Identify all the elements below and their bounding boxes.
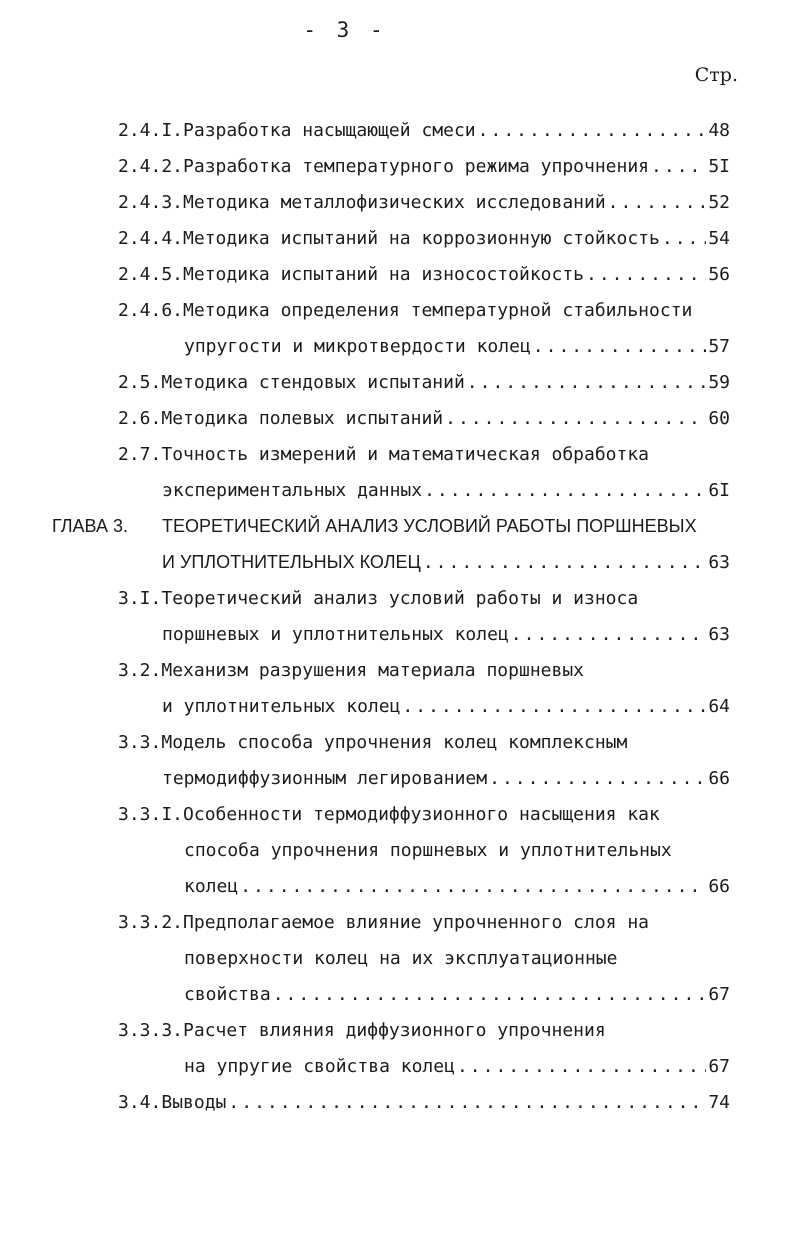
dot-leader: [489, 768, 706, 789]
toc-entry-page: 56: [708, 263, 730, 285]
toc-entry-page: 59: [708, 371, 730, 393]
toc-entry: [118, 652, 730, 688]
toc-entry-number: 2.4.2.: [118, 155, 184, 177]
toc-chapter-number: ГЛАВА 3.: [52, 515, 128, 536]
toc-entry-title: Методика металлофизических исследований: [183, 191, 606, 213]
toc-entry-continuation: [162, 616, 730, 652]
toc-entry-page: 5I: [708, 155, 730, 177]
toc-entry-continuation: [184, 328, 730, 364]
toc-entry-number: 2.4.I.: [118, 119, 184, 141]
toc-entry-page: 67: [708, 983, 730, 1005]
toc-entry-number: 2.4.4.: [118, 227, 184, 249]
toc-entry-page: 67: [708, 1055, 730, 1077]
toc-entry-number: 2.4.5.: [118, 263, 184, 285]
toc-entry-continuation: [184, 976, 730, 1012]
toc-entry-title: Разработка температурного режима упрочнения: [183, 155, 650, 177]
toc-entry-title-line1: Методика определения температурной стабильности: [183, 299, 693, 321]
toc-entry-continuation: [162, 472, 730, 508]
toc-entry-continuation: [184, 868, 730, 904]
toc-entry-page: 74: [708, 1091, 730, 1113]
toc-entry: [118, 436, 730, 472]
toc-entry-number: 3.I.: [118, 587, 162, 609]
toc-entry: [118, 148, 730, 184]
toc-entry-number: 3.3.: [118, 731, 162, 753]
toc-entry: [118, 256, 730, 292]
toc-entry-page: 52: [708, 191, 730, 213]
toc-entry-continuation: [162, 688, 730, 724]
page-column-header: Стр.: [694, 64, 738, 86]
toc-entry: [118, 796, 730, 832]
toc-entry-title-line2: экспериментальных данных: [162, 479, 423, 501]
toc-entry-title-line2: способа упрочнения поршневых и уплотнительных: [184, 839, 672, 861]
toc-chapter-title-line1: ТЕОРЕТИЧЕСКИЙ АНАЛИЗ УСЛОВИЙ РАБОТЫ ПОРШНЕВЫХ: [162, 515, 697, 536]
toc-entry-number: 3.4.: [118, 1091, 162, 1113]
toc-entry-page: 64: [708, 695, 730, 717]
toc-chapter-title-line2: И УПЛОТНИТЕЛЬНЫХ КОЛЕЦ: [162, 551, 421, 572]
toc-entry-title: Разработка насыщающей смеси: [183, 119, 476, 141]
toc-entry: [118, 1012, 730, 1048]
page-number: - 3 -: [303, 18, 387, 42]
toc-entry-title-line2: термодиффузионным легированием: [162, 767, 488, 789]
dot-leader: [608, 192, 707, 213]
toc-entry-page: 66: [708, 767, 730, 789]
toc-entry-page: 54: [708, 227, 730, 249]
toc-entry: [118, 220, 730, 256]
toc-entry-title: Выводы: [161, 1091, 227, 1113]
toc-entry-page: 6I: [708, 479, 730, 501]
toc-entry: [118, 400, 730, 436]
toc-entry-page: 48: [708, 119, 730, 141]
toc-entry-title-line1: Теоретический анализ условий работы и износа: [161, 587, 639, 609]
dot-leader: [423, 552, 706, 573]
toc-entry-page: 63: [708, 551, 730, 573]
dot-leader: [533, 336, 707, 357]
toc-entry-page: 66: [708, 875, 730, 897]
toc-entry-title: Методика стендовых испытаний: [161, 371, 465, 393]
toc-entry-title-line1: Модель способа упрочнения колец комплексным: [161, 731, 628, 753]
toc-entry-continuation: [184, 1048, 730, 1084]
toc-entry-title-line2: поверхности колец на их эксплуатационные: [184, 947, 618, 969]
toc-entry-continuation: [162, 760, 730, 796]
dot-leader: [467, 372, 707, 393]
toc-entry: [118, 364, 730, 400]
toc-entry: [118, 1084, 730, 1120]
toc-entry-title-line3: колец: [184, 875, 239, 897]
toc-entry-title-line1: Точность измерений и математическая обработка: [161, 443, 650, 465]
toc-entry: [118, 724, 730, 760]
toc-entry-number: 3.2.: [118, 659, 162, 681]
toc-entry-title-line1: Особенности термодиффузионного насыщения как: [183, 803, 660, 825]
dot-leader: [445, 408, 706, 429]
dot-leader: [478, 120, 707, 141]
dot-leader: [240, 876, 706, 897]
toc-entry-continuation: [184, 940, 730, 976]
dot-leader: [511, 624, 707, 645]
toc-entry-number: 2.7.: [118, 443, 162, 465]
toc-entry-number: 3.3.3.: [118, 1019, 184, 1041]
dot-leader: [586, 264, 706, 285]
toc-entry-title-line1: Механизм разрушения материала поршневых: [161, 659, 584, 681]
toc-entry-title-line2: поршневых и уплотнительных колец: [162, 623, 509, 645]
dot-leader: [424, 480, 706, 501]
toc-entry-title: Методика испытаний на износостойкость: [183, 263, 584, 285]
toc-entry-number: 2.5.: [118, 371, 162, 393]
dot-leader: [662, 228, 706, 249]
toc-entry-number: 3.3.I.: [118, 803, 184, 825]
toc-entry: [118, 580, 730, 616]
toc-entry-page: 63: [708, 623, 730, 645]
toc-entry-continuation: [184, 832, 730, 868]
toc-entry-page: 60: [708, 407, 730, 429]
toc-entry: [118, 904, 730, 940]
dot-leader: [457, 1056, 706, 1077]
toc-entry-number: 2.4.6.: [118, 299, 184, 321]
toc-entry-page: 57: [708, 335, 730, 357]
toc-entry-title-line3: свойства: [184, 983, 271, 1005]
dot-leader: [228, 1092, 706, 1113]
toc-entry-title-line2: упругости и микротвердости колец: [184, 335, 531, 357]
toc-entry-title-line1: Предполагаемое влияние упрочненного слоя на: [183, 911, 650, 933]
toc-chapter-continuation: [162, 544, 730, 580]
toc-entry-title-line2: и уплотнительных колец: [162, 695, 401, 717]
toc-entry-number: 3.3.2.: [118, 911, 184, 933]
dot-leader: [402, 696, 706, 717]
dot-leader: [651, 156, 706, 177]
toc-entry-title: Методика испытаний на коррозионную стойкость: [183, 227, 660, 249]
toc-chapter: [52, 508, 730, 544]
toc-entry-number: 2.4.3.: [118, 191, 184, 213]
dot-leader: [273, 984, 707, 1005]
toc-entry-number: 2.6.: [118, 407, 162, 429]
toc-entry-title-line1: Расчет влияния диффузионного упрочнения: [183, 1019, 606, 1041]
toc-entry-title-line2: на упругие свойства колец: [184, 1055, 455, 1077]
toc-entry: [118, 292, 730, 328]
toc-entry: [118, 112, 730, 148]
toc-entry-title: Методика полевых испытаний: [161, 407, 444, 429]
toc-entry: [118, 184, 730, 220]
